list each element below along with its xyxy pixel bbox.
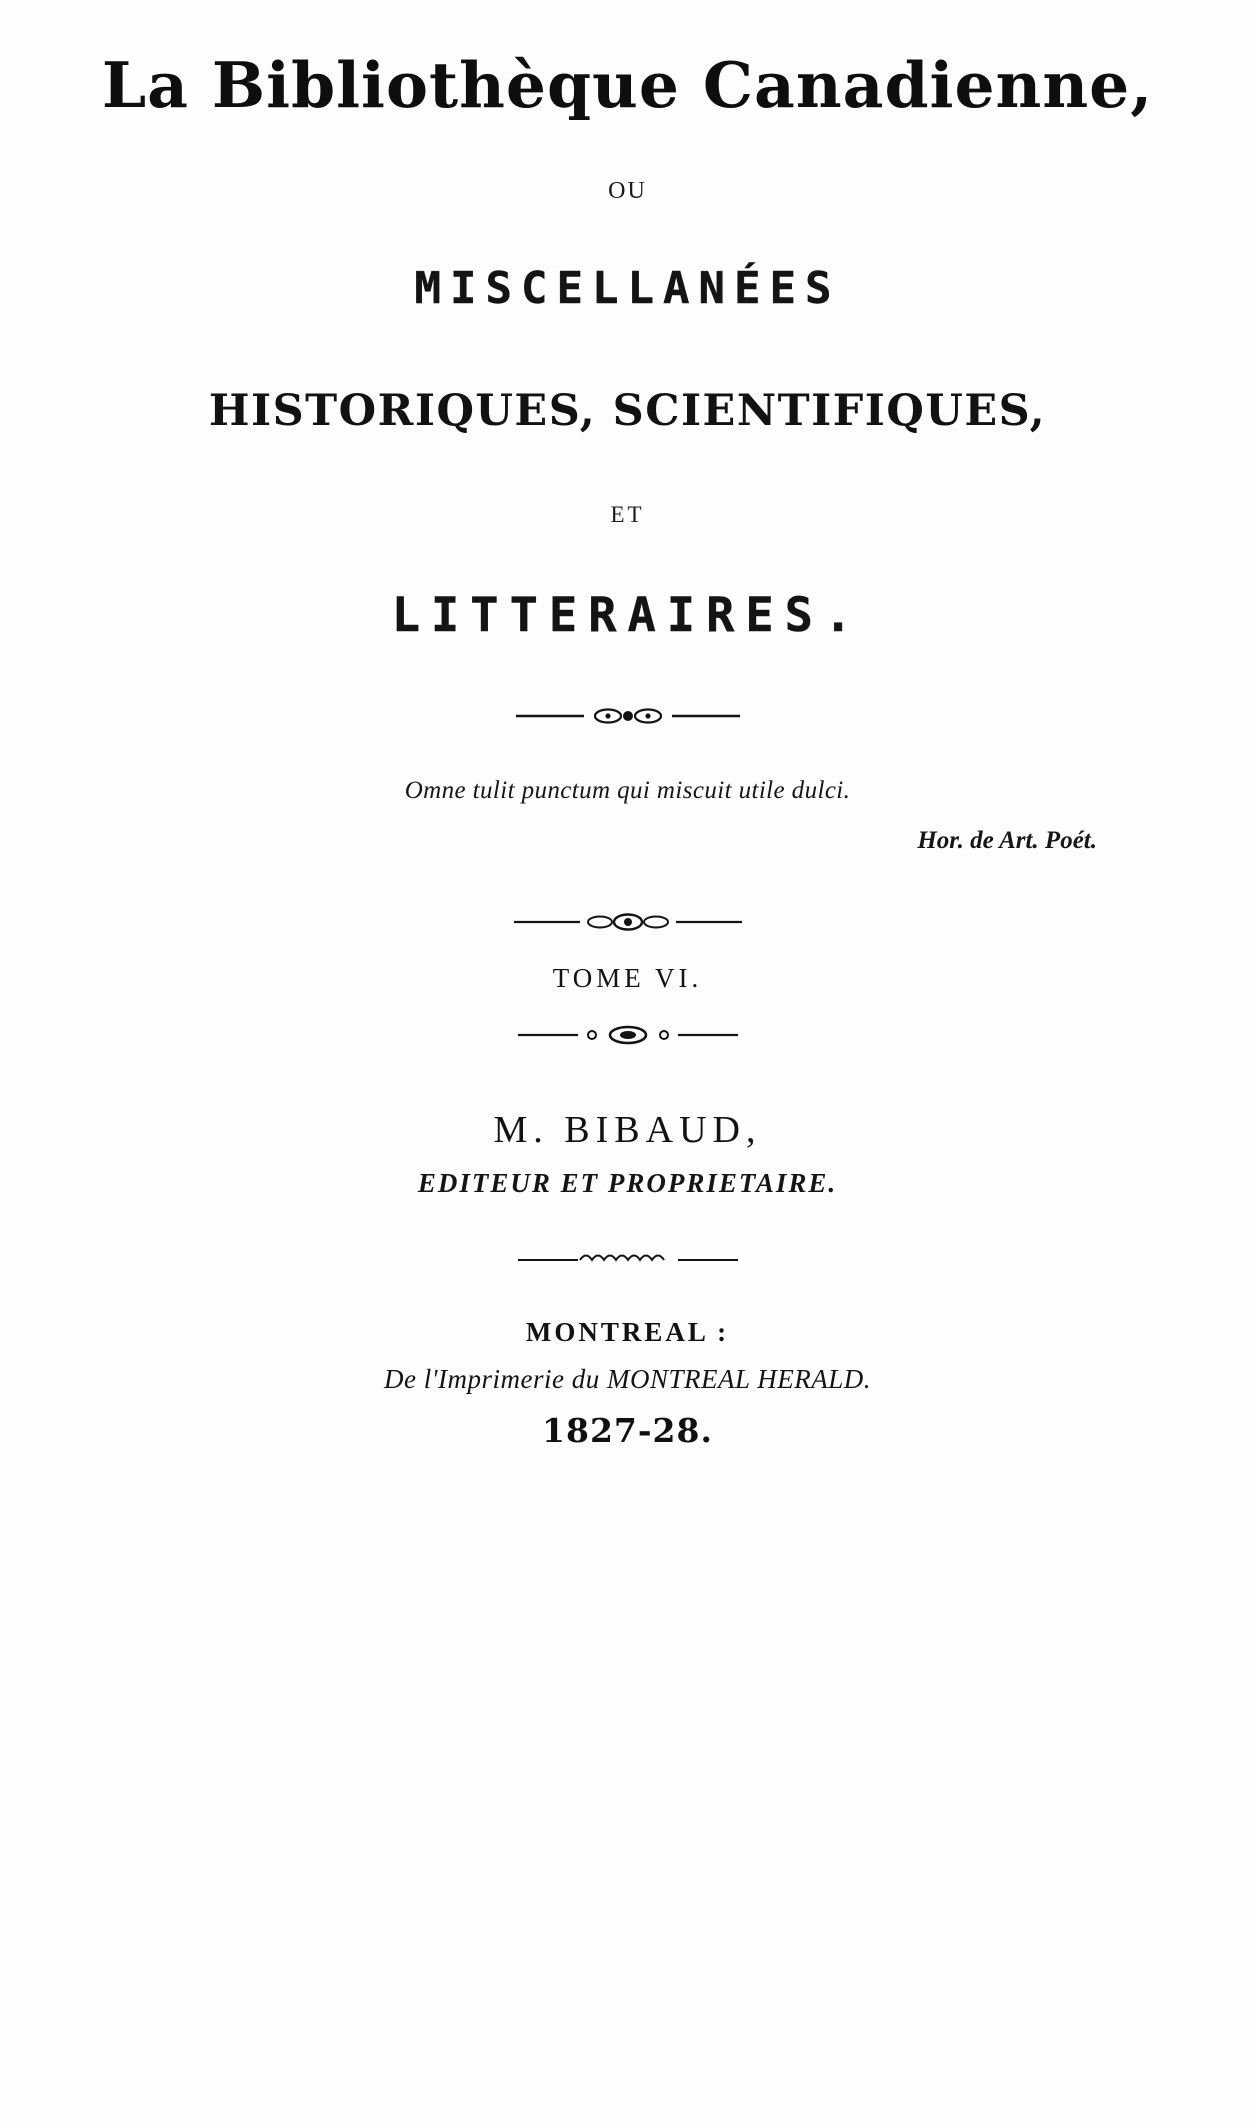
epigraph-source: Hor. de Art. Poét. [917, 827, 1097, 855]
imprint-city: MONTREAL : [525, 1317, 730, 1348]
page-title: La Bibliothèque Canadienne, [101, 48, 1154, 122]
title-line-miscellanees: MISCELLANÉES [414, 263, 841, 315]
title-connector-ou: OU [608, 178, 647, 205]
imprint-printer-prefix: De l'Imprimerie du [384, 1364, 607, 1395]
imprint-printer [0, 1364, 1255, 1395]
imprint-printer-name: MONTREAL HERALD. [606, 1364, 871, 1395]
ornament-rule-4-icon [508, 1247, 748, 1269]
editor-role: EDITEUR ET PROPRIETAIRE. [417, 1168, 838, 1199]
ornament-rule-2-icon [508, 911, 748, 933]
ornament-rule-1-icon [508, 705, 748, 727]
epigraph-quote: Omne tulit punctum qui miscuit utile dulci. [404, 777, 851, 805]
ornament-rule-3-icon [508, 1024, 748, 1046]
title-line-litteraires: LITTERAIRES. [391, 588, 864, 644]
title-connector-et: ET [610, 502, 645, 528]
imprint-year: 1827-28. [542, 1411, 713, 1451]
volume-label: TOME VI. [552, 963, 703, 994]
editor-name: M. BIBAUD, [493, 1109, 762, 1152]
title-line-historiques: HISTORIQUES, SCIENTIFIQUES, [208, 386, 1047, 437]
